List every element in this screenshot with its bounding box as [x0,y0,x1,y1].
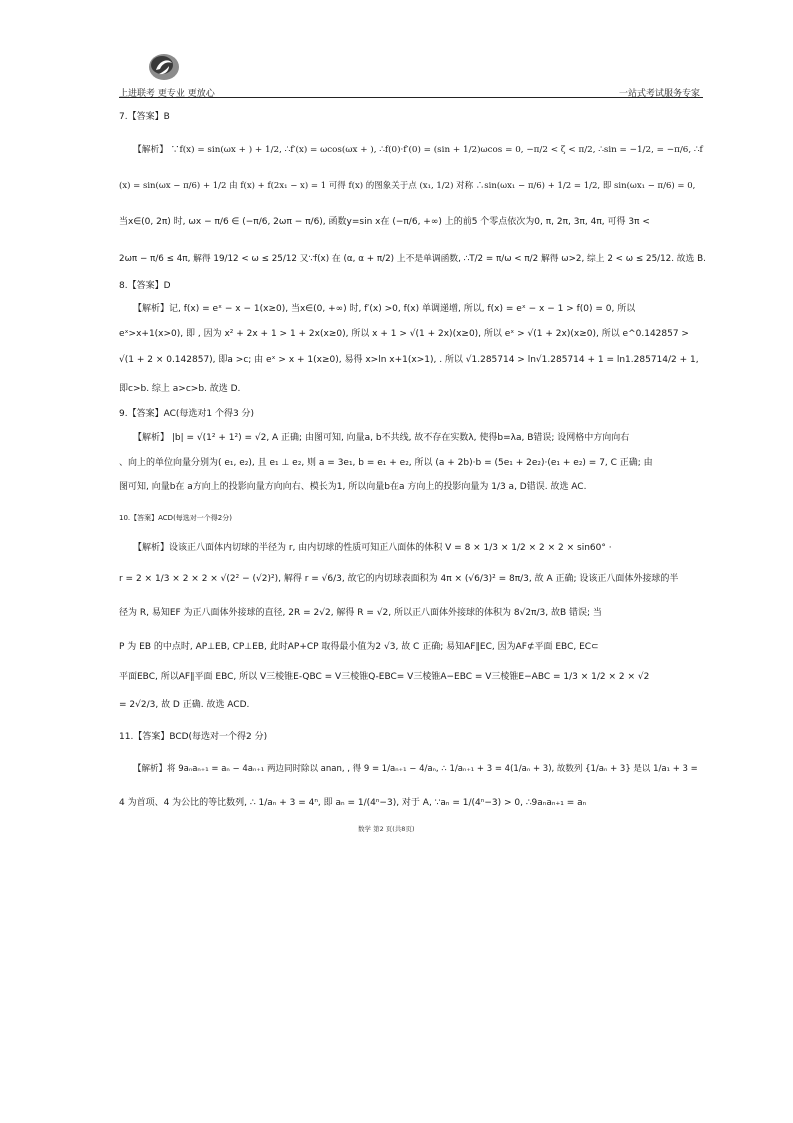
solution-10-line-5: 平面EBC, 所以AF∥平面 EBC, 所以 V三棱锥E-QBC = V三棱锥Q-EBC= V三棱锥A−EBC = V三棱锥E−ABC = 1/3 × 1/2 × 2 × √2 [119,672,650,682]
solution-10-line-6: = 2√2/3, 故 D 正确. 故选 ACD. [119,700,250,710]
answer-11-heading: 11.【答案】BCD(每选对一个得2 分) [119,732,268,742]
header-divider [119,97,703,98]
solution-8-line-4: 即c>b. 综上 a>c>b. 故选 D. [119,384,241,394]
solution-7-line-4: 2ωπ − π/6 ≤ 4π, 解得 19/12 < ω ≤ 25/12 又∵f(x) 在 (α, α + π/2) 上不是单调函数, ∴T/2 = π/ω < π/2 解得 ω>2, 综上 2 < ω ≤ 25/12. 故选 B. [119,254,706,264]
exam-logo-icon [147,52,181,82]
solution-7-line-3: 当x∈(0, 2π) 时, ωx − π/6 ∈ (−π/6, 2ωπ − π/6), 函数y=sin x在 (−π/6, +∞) 上的前5 个零点依次为0, π, 2π, 3π, 4π, 可得 3π < [119,217,650,227]
solution-8-line-1: 【解析】记, f(x) = eˣ − x − 1(x≥0), 当x∈(0, +∞) 时, f′(x) >0, f(x) 单调递增, 所以, f(x) = eˣ − x − 1 > f(0) = 0, 所以 [133,304,636,314]
solution-11-line-2: 4 为首项、4 为公比的等比数列, ∴ 1/aₙ + 3 = 4ⁿ, 即 aₙ = 1/(4ⁿ−3), 对于 A, ∵aₙ = 1/(4ⁿ−3) > 0, ∴9aₙaₙ₊₁ = aₙ [119,798,587,808]
solution-9-line-1: 【解析】 |b| = √(1² + 1²) = √2, A 正确; 由图可知, 向量a, b不共线, 故不存在实数λ, 使得b=λa, B错误; 设网格中方向向右 [133,433,630,443]
solution-11-line-1: 【解析】将 9aₙaₙ₊₁ = aₙ − 4aₙ₊₁ 两边同时除以 anan, , 得 9 = 1/aₙ₊₁ − 4/aₙ, ∴ 1/aₙ₊₁ + 3 = 4(1/aₙ + 3), 故数列 {1/aₙ + 3} 是以 1/a₁ + 3 = [133,764,698,774]
solution-9-line-2: 、向上的单位向量分别为( e₁, e₂), 且 e₁ ⊥ e₂, 则 a = 3e₁, b = e₁ + e₂, 所以 (a + 2b)·b = (5e₁ + 2e₂)·(e₁ + e₂) = 7, C 正确; 由 [119,458,653,468]
header-tagline: 一站式考试服务专家 [619,89,701,99]
solution-7-line-2: (x) = sin(ωx − π/6) + 1/2 由 f(x) + f(2x₁ − x) = 1 可得 f(x) 的图象关于点 (x₁, 1/2) 对称 ∴sin(ωx₁ − π/6) + 1/2 = 1/2, 即 sin(ωx₁ − π/6) = 0, [119,181,696,191]
solution-8-line-2: eˣ>x+1(x>0), 即 , 因为 x² + 2x + 1 > 1 + 2x(x≥0), 所以 x + 1 > √(1 + 2x)(x≥0), 所以 eˣ > √(1 + 2x)(x≥0), 所以 e^0.142857 > [119,329,689,339]
solution-10-line-1: 【解析】设该正八面体内切球的半径为 r, 由内切球的性质可知正八面体的体积 V = 8 × 1/3 × 1/2 × 2 × 2 × sin60° · [133,543,612,553]
answer-7-heading: 7.【答案】B [119,112,170,122]
solution-9-line-3: 图可知, 向量b在 a方向上的投影向量方向向右、模长为1, 所以向量b在a 方向上的投影向量为 1/3 a, D错误. 故选 AC. [119,482,587,492]
solution-8-line-3: √(1 + 2 × 0.142857), 即a >c; 由 eˣ > x + 1(x≥0), 易得 x>ln x+1(x>1), . 所以 √1.285714 > ln√1.285714 + 1 = ln1.285714/2 + 1, [119,355,699,365]
header-slogan: 上进联考 更专业 更放心 [119,89,215,99]
solution-7-line-1: 【解析】 ∵f(x) = sin(ωx + ) + 1/2, ∴f′(x) = ωcos(ωx + ), ∴f(0)·f′(0) = (sin + 1/2)ωcos = 0, −π/2 < ζ < π/2, ∴sin = −1/2, = −π/6, ∴f [133,145,703,155]
solution-10-line-3: 径为 R, 易知EF 为正八面体外接球的直径, 2R = 2√2, 解得 R = √2, 所以正八面体外接球的体积为 8√2π/3, 故B 错误; 当 [119,608,602,618]
answer-10-heading: 10.【答案】ACD(每选对一个得2分) [119,514,232,522]
answer-9-heading: 9.【答案】AC(每选对1 个得3 分) [119,409,255,419]
solution-10-line-4: P 为 EB 的中点时, AP⊥EB, CP⊥EB, 此时AP+CP 取得最小值为2 √3, 故 C 正确; 易知AF∥EC, 因为AF⊄平面 EBC, EC⊂ [119,642,599,652]
answer-8-heading: 8.【答案】D [119,281,171,291]
page-footer: 数学 第2 页(共8页) [358,825,415,833]
solution-10-line-2: r = 2 × 1/3 × 2 × 2 × √(2² − (√2)²), 解得 r = √6/3, 故它的内切球表面积为 4π × (√6/3)² = 8π/3, 故 A 正确; 设该正八面体外接球的半 [119,574,679,584]
